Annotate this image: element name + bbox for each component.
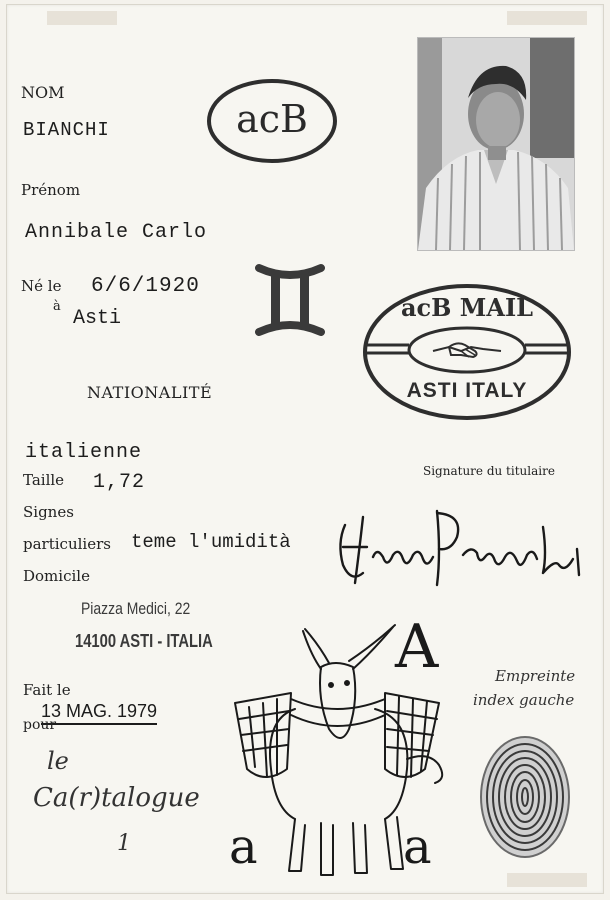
mail-stamp-bottom-text: ASTI ITALY [406, 379, 528, 402]
label-domicile: Domicile [23, 567, 90, 585]
signature-drawing [333, 503, 585, 593]
value-nationalite: italienne [25, 441, 143, 464]
value-pour-line2: Ca(r)talogue [33, 783, 200, 813]
letter-small-a-left: a [229, 819, 258, 875]
label-signature: Signature du titulaire [423, 464, 555, 478]
value-nom: BIANCHI [23, 119, 110, 141]
tape-mark [47, 11, 117, 25]
value-prenom: Annibale Carlo [25, 221, 208, 244]
value-pour-line1: le [47, 747, 69, 775]
label-particuliers: particuliers [23, 535, 111, 553]
value-taille: 1,72 [93, 471, 146, 494]
value-signes: teme l'umidità [131, 531, 291, 553]
label-taille: Taille [23, 471, 65, 489]
tape-mark [507, 873, 587, 887]
id-photo [417, 37, 575, 251]
label-nationalite: NATIONALITÉ [87, 383, 213, 402]
acb-stamp-text: acB [236, 97, 308, 141]
id-card [6, 4, 604, 894]
handshake-icon [431, 337, 503, 365]
label-a: à [53, 299, 61, 314]
label-ne-le: Né le [21, 277, 62, 295]
fingerprint-icon [477, 733, 573, 861]
acb-mail-stamp [361, 281, 573, 423]
acb-oval-stamp [205, 77, 339, 165]
value-lieu-naissance: Asti [73, 307, 122, 330]
letter-small-a-right: a [403, 819, 432, 875]
label-nom: NOM [21, 83, 65, 102]
label-index-gauche: index gauche [473, 691, 575, 709]
label-pour: pour [23, 717, 57, 733]
label-signes: Signes [23, 503, 74, 521]
value-fait-le: 13 MAG. 1979 [41, 701, 157, 725]
letter-big-a: A [395, 612, 439, 682]
value-pour-line3: 1 [117, 831, 131, 856]
value-adresse-ligne1: Piazza Medici, 22 [81, 599, 191, 618]
label-fait-le: Fait le [23, 681, 71, 699]
label-empreinte: Empreinte [495, 667, 576, 685]
label-prenom: Prénom [21, 181, 81, 199]
tape-mark [507, 11, 587, 25]
value-date-naissance: 6/6/1920 [91, 275, 200, 298]
mail-stamp-top-text: acB MAIL [400, 293, 534, 322]
value-adresse-ligne2: 14100 ASTI - ITALIA [75, 631, 213, 651]
gemini-symbol-icon [255, 260, 325, 340]
